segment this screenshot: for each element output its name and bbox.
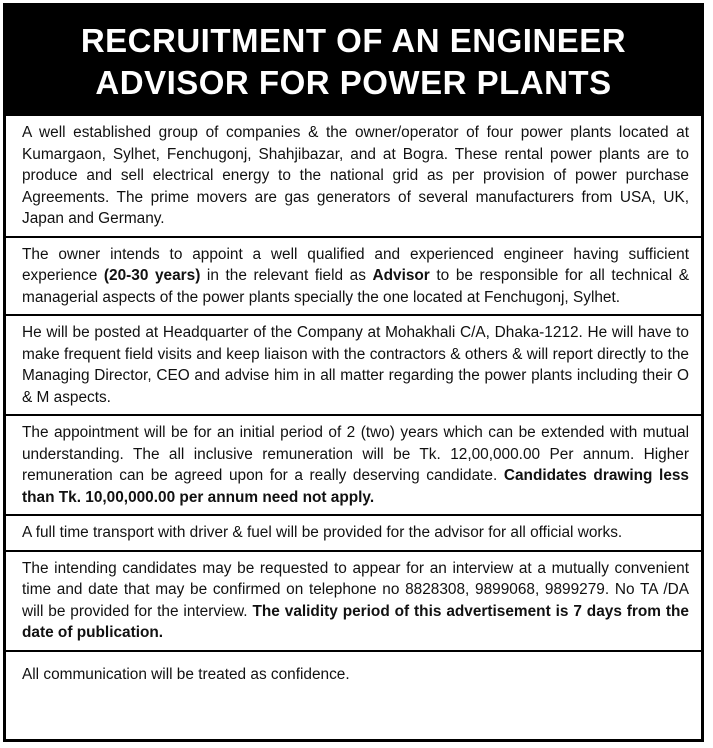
company-profile-text: A well established group of companies & the owner/operator of four power plants located at Kumargaon, Sylhet, Fenchugonj, Shahjibazar, and at Bogra. These rental power plants are to produce and sell electrical energy to the national grid as per provision of power purchase Agreements. The prime movers are gas generators of several manufacturers from USA, UK, Japan and Germany. bbox=[22, 124, 689, 227]
role-text-2: in the relevant field as bbox=[200, 267, 373, 284]
section-confidence bbox=[6, 652, 701, 692]
interview-text: The intending candidates may be requested to appear for an interview at a mutually convenient time and date that may be confirmed on telephone no 8828308, 9899068, 9899279. No TA /DA will be provided for the interview. bbox=[22, 559, 689, 620]
role-text-3: to be responsible for all technical & managerial aspects of the power plants specially the one located at Fenchugonj, Sylhet. bbox=[22, 267, 689, 306]
ad-header bbox=[6, 6, 701, 116]
role-experience: (20-30 years) bbox=[103, 267, 201, 284]
confidence-text: All communication will be treated as confidence. bbox=[22, 665, 350, 683]
advertisement bbox=[3, 3, 704, 742]
posting-text: He will be posted at Headquarter of the Company at Mohakhali C/A, Dhaka-1212. He will have to make frequent field visits and keep liaison with the contractors & others & will report directly to the Managing Director, CEO and advise him in all matter regarding the power plants including their O & M aspects. bbox=[22, 324, 689, 406]
section-transport bbox=[6, 516, 701, 552]
section-interview bbox=[6, 552, 701, 652]
section-posting bbox=[6, 316, 701, 416]
section-appointment bbox=[6, 416, 701, 516]
validity-notice: The validity period of this advertisement is 7 days from the date of publication. bbox=[22, 602, 689, 641]
role-text-1: The owner intends to appoint a well qualified and experienced engineer having sufficient experience bbox=[22, 245, 689, 284]
appointment-text: The appointment will be for an initial period of 2 (two) years which can be extended with mutual understanding. The all inclusive remuneration will be Tk. 12,00,000.00 Per annum. Higher remuneration can be agreed upon for a really deserving candidate. bbox=[22, 424, 689, 484]
header-title-line-2: ADVISOR FOR POWER PLANTS bbox=[95, 64, 612, 101]
role-title: Advisor bbox=[372, 267, 430, 284]
section-company-profile bbox=[6, 116, 701, 238]
transport-text: A full time transport with driver & fuel will be provided for the advisor for all official works. bbox=[22, 524, 623, 541]
header-title-line-1: RECRUITMENT OF AN ENGINEER bbox=[80, 22, 627, 59]
appointment-condition: Candidates drawing less than Tk. 10,00,000.00 per annum need not apply. bbox=[22, 467, 689, 506]
section-role bbox=[6, 238, 701, 317]
